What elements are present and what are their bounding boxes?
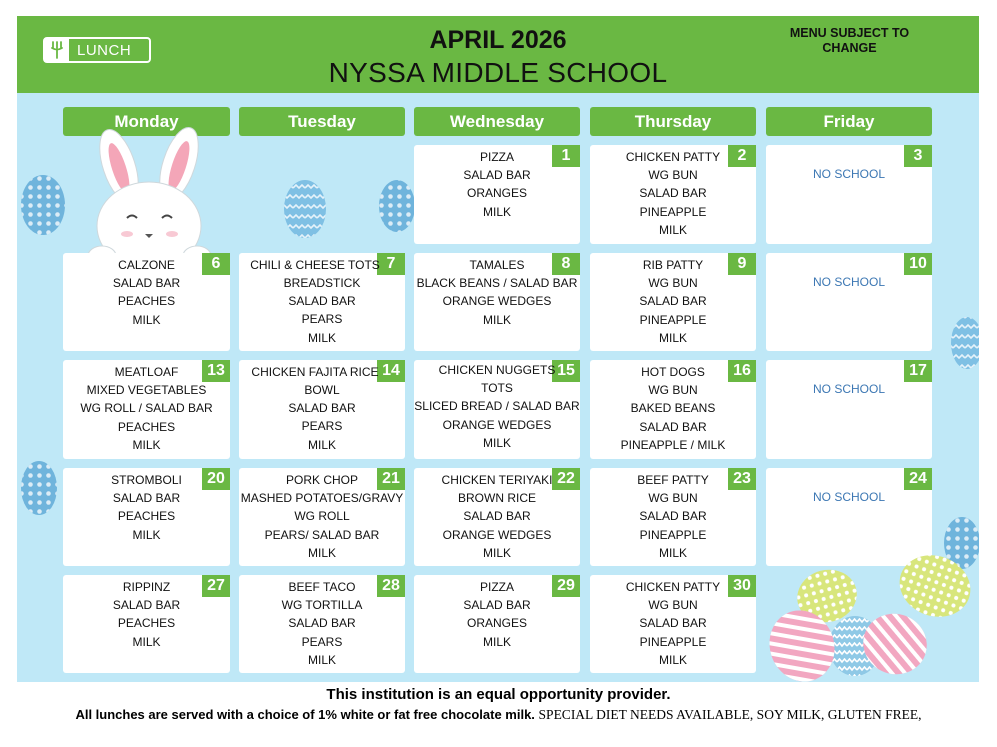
date-badge: 20: [202, 468, 230, 490]
no-school-label: NO SCHOOL: [812, 382, 885, 396]
date-badge: 2: [728, 145, 756, 167]
date-badge: 3: [904, 145, 932, 167]
no-school-label: NO SCHOOL: [812, 490, 885, 504]
background-egg-icon: [21, 175, 65, 235]
menu-item: WG ROLL / SALAD BAR: [80, 401, 213, 416]
menu-item: PEACHES: [117, 616, 176, 631]
day-cell: [239, 575, 405, 673]
menu-item: RIPPINZ: [122, 580, 171, 594]
menu-item: SALAD BAR: [639, 294, 707, 309]
menu-item: SALAD BAR: [288, 616, 356, 631]
menu-item: SALAD BAR: [639, 616, 707, 631]
menu-item: PIZZA: [479, 580, 514, 594]
easter-eggs-icon: [747, 546, 979, 682]
menu-item: ORANGES: [466, 616, 527, 631]
menu-item: MILK: [482, 545, 511, 560]
menu-item: CALZONE: [118, 258, 175, 272]
menu-item: PINEAPPLE: [639, 527, 707, 542]
menu-item: PEARS: [301, 312, 343, 327]
day-cell: [63, 468, 230, 566]
menu-item: SALAD BAR: [639, 186, 707, 201]
day-cell: [414, 575, 580, 673]
menu-item: SALAD BAR: [112, 598, 181, 613]
date-badge: 30: [728, 575, 756, 597]
menu-item: ORANGE WEDGES: [442, 417, 552, 432]
menu-item: ORANGE WEDGES: [442, 527, 552, 542]
menu-item: PEACHES: [117, 294, 176, 309]
date-badge: 17: [904, 360, 932, 382]
menu-item: WG BUN: [648, 383, 698, 398]
menu-item: MILK: [132, 312, 161, 327]
menu-item: WG TORTILLA: [281, 598, 363, 613]
menu-item: RIB PATTY: [642, 258, 704, 272]
date-badge: 27: [202, 575, 230, 597]
menu-item: PEACHES: [117, 509, 176, 524]
background-egg-icon: [951, 317, 979, 369]
menu-item: SLICED BREAD / SALAD BAR: [414, 399, 580, 414]
date-badge: 14: [377, 360, 405, 382]
menu-item: MILK: [307, 330, 336, 345]
menu-item: BEEF TACO: [288, 580, 356, 594]
menu-item: MILK: [658, 652, 687, 667]
menu-item: BOWL: [304, 383, 340, 397]
date-badge: 6: [202, 253, 230, 275]
date-badge: 24: [904, 468, 932, 490]
menu-item: SALAD BAR: [639, 419, 707, 434]
day-header-monday: Monday: [63, 107, 230, 136]
menu-item: TAMALES: [469, 258, 525, 272]
menu-item: MIXED VEGETABLES: [86, 383, 207, 398]
day-cell: [590, 360, 756, 459]
menu-item: MEATLOAF: [114, 365, 179, 379]
date-badge: 7: [377, 253, 405, 275]
day-cell: [63, 253, 230, 351]
menu-item: HOT DOGS: [641, 365, 705, 379]
day-cell: [766, 360, 932, 459]
menu-item: BLACK BEANS / SALAD BAR: [416, 276, 578, 291]
milk-choice-text: All lunches are served with a choice of 1% white or fat free chocolate milk.: [75, 707, 535, 722]
menu-item: CHICKEN FAJITA RICE: [251, 365, 379, 379]
menu-item: PEARS: [301, 419, 343, 434]
day-cell: [63, 575, 230, 673]
menu-item: SALAD BAR: [463, 598, 531, 613]
day-header-thursday: Thursday: [590, 107, 756, 136]
day-cell: [590, 575, 756, 673]
equal-opportunity-statement: This institution is an equal opportunity provider.: [326, 686, 671, 703]
menu-item: CHILI & CHEESE TOTS: [250, 258, 380, 272]
menu-item: CHICKEN NUGGETS: [438, 363, 556, 377]
no-school-label: NO SCHOOL: [812, 167, 885, 181]
day-cell: [414, 468, 580, 566]
menu-item: CHICKEN PATTY: [625, 580, 721, 594]
menu-item: ORANGE WEDGES: [442, 294, 552, 309]
menu-item: MILK: [132, 437, 161, 452]
background-egg-icon: [379, 180, 415, 232]
date-badge: 13: [202, 360, 230, 382]
day-header-tuesday: Tuesday: [239, 107, 405, 136]
date-badge: 10: [904, 253, 932, 275]
date-badge: 9: [728, 253, 756, 275]
menu-item: MASHED POTATOES/GRAVY: [240, 491, 404, 506]
menu-item: CHICKEN TERIYAKI: [441, 473, 553, 487]
calendar-frame: [17, 16, 979, 682]
school-title: NYSSA MIDDLE SCHOOL: [328, 57, 668, 88]
menu-item: SALAD BAR: [288, 401, 356, 416]
menu-item: PEACHES: [117, 419, 176, 434]
day-cell: [766, 253, 932, 351]
menu-item: PINEAPPLE / MILK: [620, 437, 726, 452]
menu-item: BREADSTICK: [283, 276, 361, 290]
milk-statement: [0, 707, 997, 723]
day-cell: [590, 468, 756, 566]
day-cell: [239, 360, 405, 459]
menu-item: PINEAPPLE: [639, 312, 707, 327]
menu-item: PINEAPPLE: [639, 204, 707, 219]
menu-item: MILK: [482, 435, 511, 450]
date-badge: 15: [552, 360, 580, 382]
day-cell: [239, 253, 405, 351]
menu-item: SALAD BAR: [463, 509, 531, 524]
date-badge: 23: [728, 468, 756, 490]
menu-item: MILK: [482, 312, 511, 327]
menu-item: MILK: [482, 634, 511, 649]
date-badge: 22: [552, 468, 580, 490]
header-bar: [17, 16, 979, 93]
menu-item: MILK: [132, 527, 161, 542]
menu-item: BEEF PATTY: [637, 473, 709, 487]
day-cell: [414, 253, 580, 351]
date-badge: 16: [728, 360, 756, 382]
menu-item: MILK: [658, 330, 687, 345]
background-egg-icon: [21, 461, 57, 515]
logo-label: LUNCH: [77, 42, 132, 59]
menu-item: MILK: [658, 545, 687, 560]
menu-item: MILK: [132, 634, 161, 649]
bunny-icon: [67, 126, 227, 266]
menu-item: TOTS: [481, 381, 513, 396]
menu-item: SALAD BAR: [463, 168, 531, 183]
day-header-friday: Friday: [766, 107, 932, 136]
background-egg-icon: [284, 180, 326, 238]
menu-item: MILK: [307, 545, 336, 560]
menu-item: WG ROLL: [294, 509, 350, 524]
menu-item: MILK: [307, 652, 336, 667]
day-cell: [63, 360, 230, 459]
day-cell: [590, 145, 756, 244]
day-cell: [590, 253, 756, 351]
day-cell: [766, 145, 932, 244]
day-header-wednesday: Wednesday: [414, 107, 580, 136]
menu-item: STROMBOLI: [111, 473, 182, 487]
menu-item: CHICKEN PATTY: [625, 150, 721, 164]
menu-item: SALAD BAR: [112, 491, 181, 506]
menu-item: PIZZA: [479, 150, 514, 164]
menu-item: MILK: [482, 204, 511, 219]
special-diet-text: SPECIAL DIET NEEDS AVAILABLE, SOY MILK, GLUTEN FREE,: [538, 707, 922, 722]
date-badge: 29: [552, 575, 580, 597]
menu-item: PEARS: [301, 634, 343, 649]
month-title: APRIL 2026: [429, 26, 567, 54]
date-badge: 21: [377, 468, 405, 490]
menu-item: SALAD BAR: [639, 509, 707, 524]
menu-item: WG BUN: [648, 598, 698, 613]
menu-item: PORK CHOP: [285, 473, 358, 487]
menu-item: MILK: [307, 437, 336, 452]
no-school-label: NO SCHOOL: [812, 275, 885, 289]
menu-item: MILK: [658, 222, 687, 237]
day-cell: [414, 145, 580, 244]
menu-item: PINEAPPLE: [639, 634, 707, 649]
menu-item: ORANGES: [466, 186, 527, 201]
menu-item: SALAD BAR: [288, 294, 356, 309]
menu-item: SALAD BAR: [112, 276, 181, 291]
date-badge: 1: [552, 145, 580, 167]
menu-item: WG BUN: [648, 491, 698, 506]
day-cell: [239, 468, 405, 566]
menu-item: BAKED BEANS: [630, 401, 716, 416]
menu-item: PEARS/ SALAD BAR: [264, 527, 380, 542]
day-cell: [414, 360, 580, 459]
menu-item: WG BUN: [648, 168, 698, 183]
menu-item: BROWN RICE: [458, 491, 536, 506]
date-badge: 8: [552, 253, 580, 275]
menu-notice: MENU SUBJECT TO CHANGE: [789, 26, 910, 55]
menu-item: WG BUN: [648, 276, 698, 291]
date-badge: 28: [377, 575, 405, 597]
